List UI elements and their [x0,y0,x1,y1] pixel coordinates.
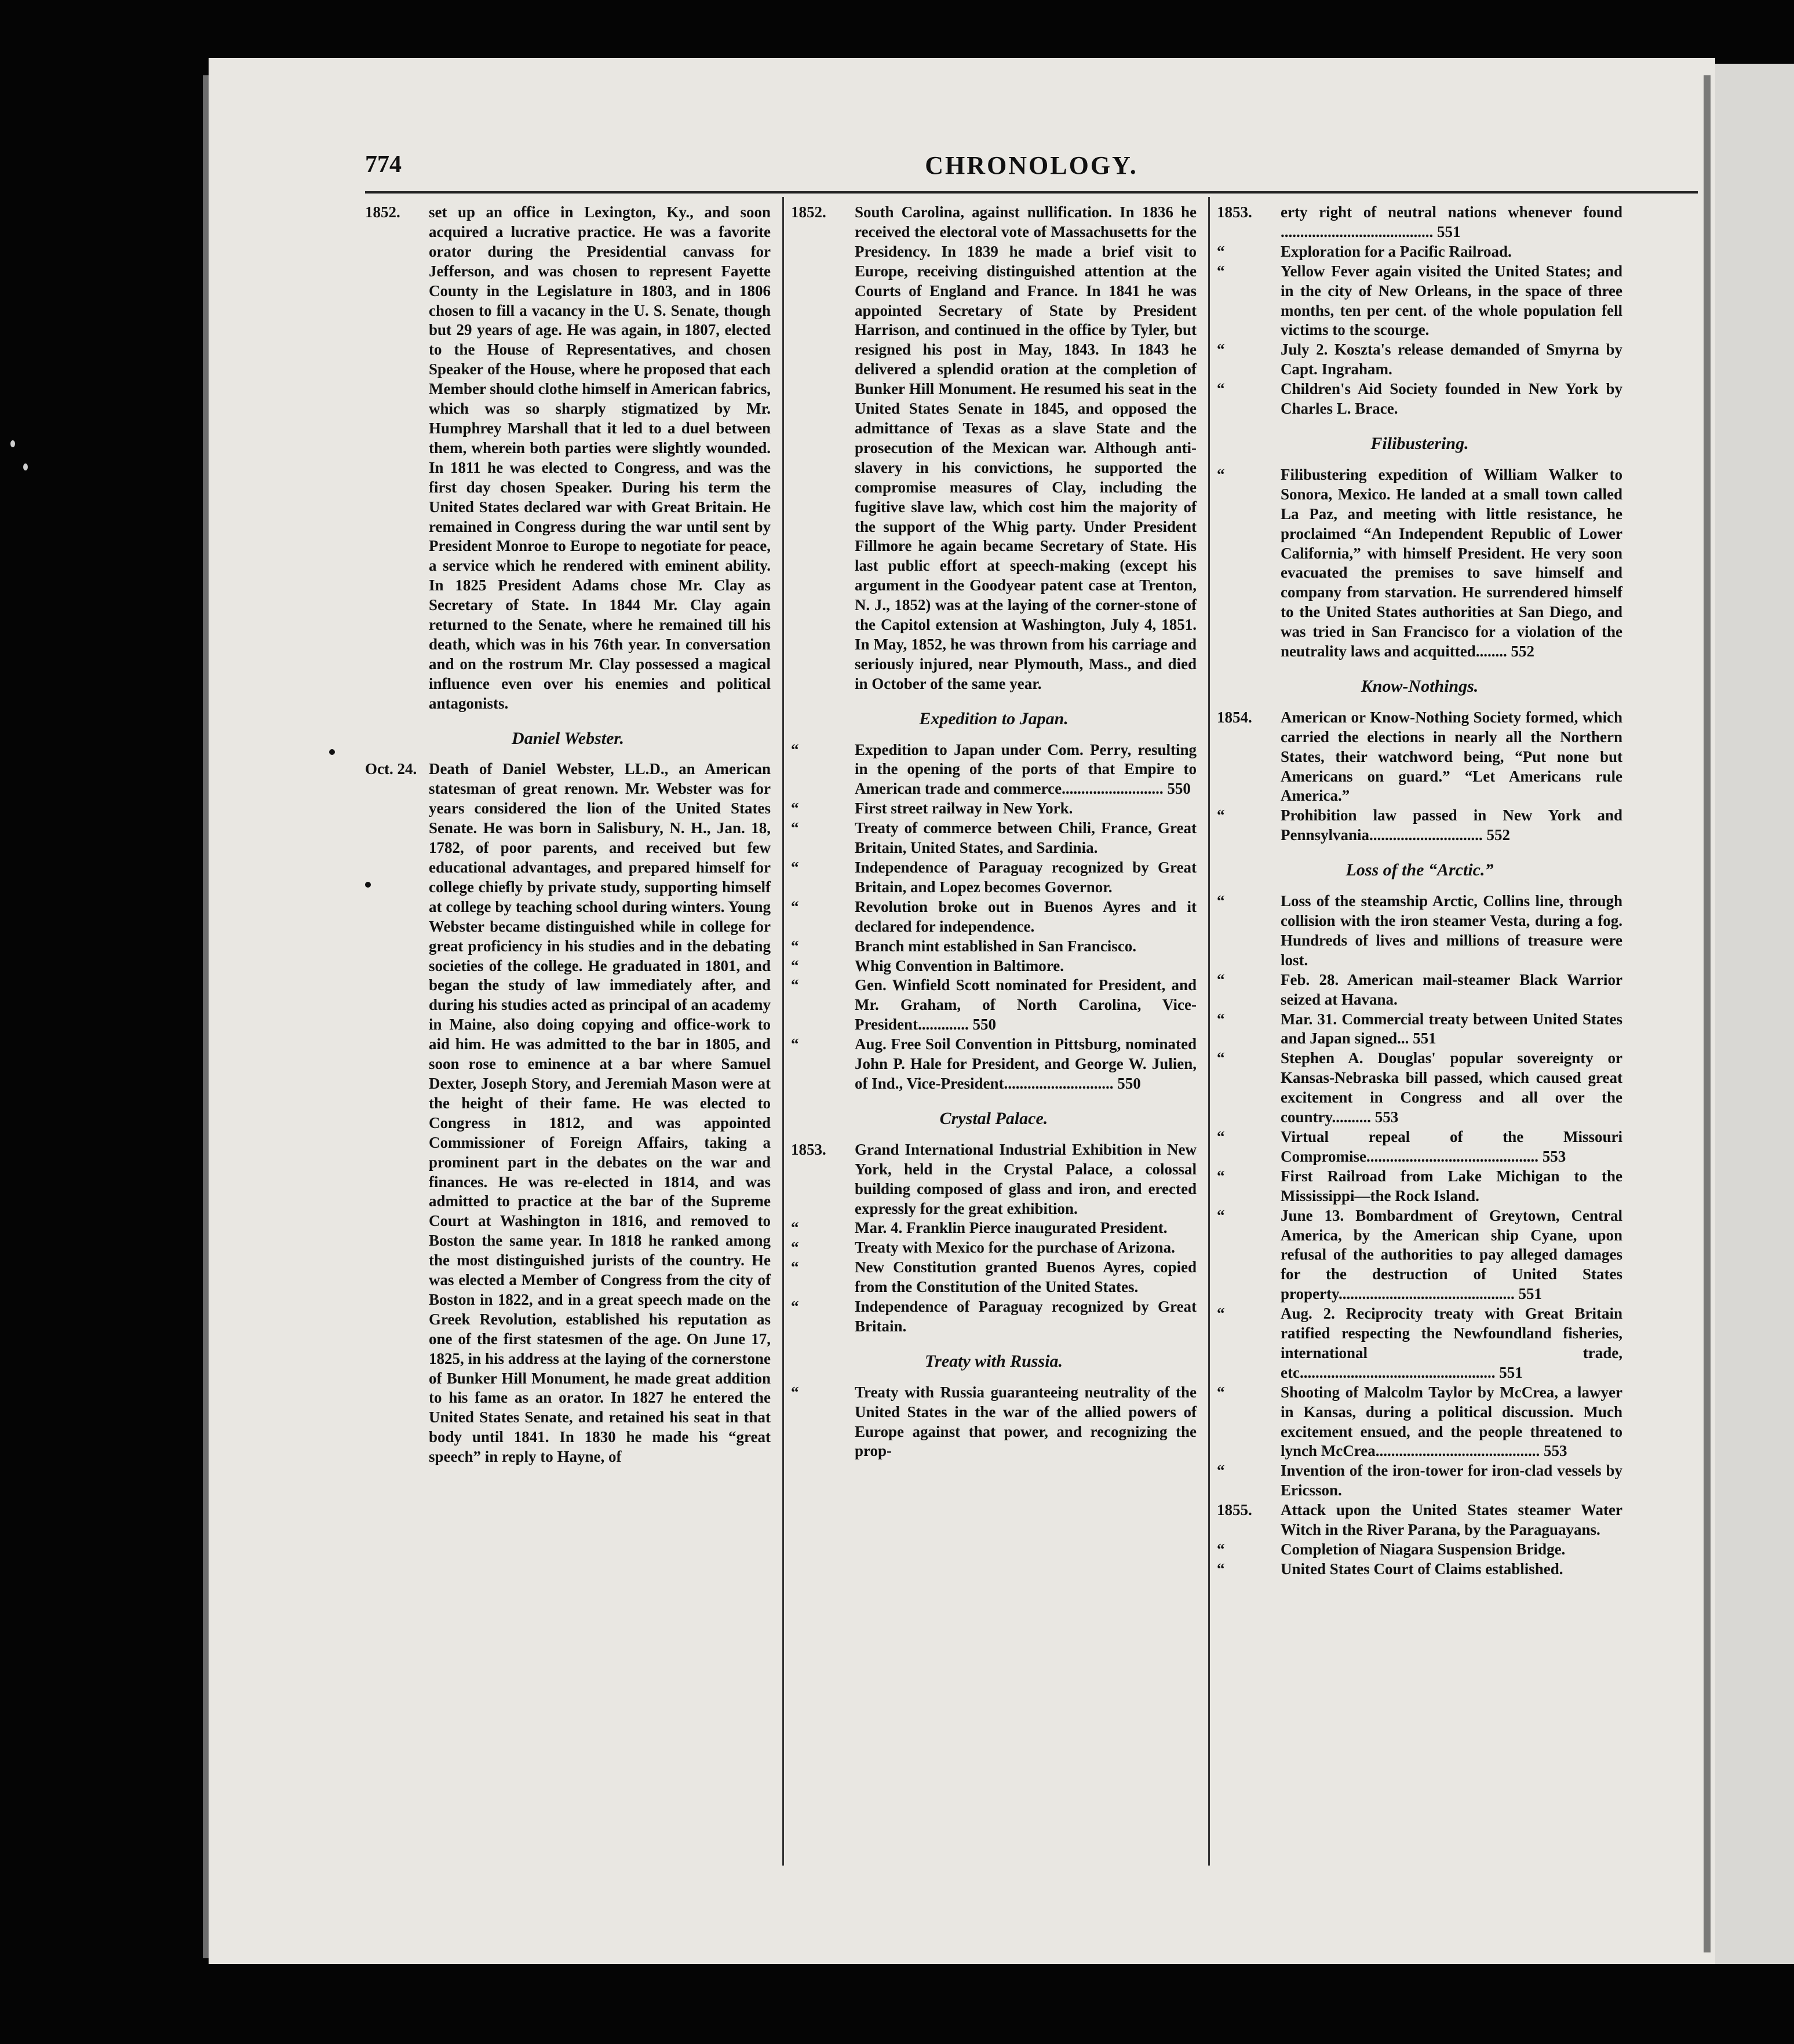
entry-text: Yellow Fever again visited the United States; and in the city of New Orleans, in the space of three months, ten per cent. of the whole population fell victims to the scourge. [1281,262,1622,339]
entry-text: United States Court of Claims established. [1281,1560,1563,1578]
entry-text: Children's Aid Society founded in New York by Charles L. Brace. [1281,380,1622,418]
header-rule [365,191,1698,194]
entry-date: “ [791,800,799,817]
entry-text: Whig Convention in Baltimore. [855,957,1064,974]
scan-speck [10,440,15,447]
facing-page [1715,64,1794,1964]
entry-text: Invention of the iron-tower for iron-clad vessels by Ericsson. [1281,1462,1622,1499]
entry-text: Revolution broke out in Buenos Ayres and it declared for independence. [855,897,1197,935]
list-item [1217,379,1622,419]
entry-date: “ [1217,1462,1225,1480]
entry-text: erty right of neutral nations whenever found ....................................... 551 [1281,203,1622,240]
entry-date: “ [791,976,799,994]
section-heading-japan: Expedition to Japan. [919,709,1069,728]
entry-date: “ [791,957,799,974]
entry-date: “ [1217,262,1225,280]
list-item [791,740,1197,800]
list-item [791,957,1197,976]
entry-webster-death [365,760,771,1467]
list-item [791,1238,1197,1258]
list-item [791,1218,1197,1238]
entry-date: “ [1217,1541,1225,1558]
list-item [1217,1540,1622,1560]
section-heading-webster: Daniel Webster. [512,728,624,748]
entry-text: Mar. 4. Franklin Pierce inaugurated President. [855,1219,1168,1237]
entry-date: “ [1217,1127,1225,1145]
section-heading-russia: Treaty with Russia. [924,1351,1063,1371]
entry-date: “ [1217,341,1225,359]
list-item [1217,1167,1622,1206]
entry-date: 1854. [1217,708,1252,726]
entry-text: Aug. 2. Reciprocity treaty with Great Britain ratified respecting the Newfoundland fisheries, international trade, etc.................................................. 551 [1281,1305,1622,1381]
entry-date: “ [1217,1167,1225,1185]
list-item [791,819,1197,858]
entry-text: Aug. Free Soil Convention in Pittsburg, nominated John P. Hale for President, and George W. Julien, of Ind., Vice-President............................ 550 [855,1035,1197,1092]
entry-text: Grand International Industrial Exhibition in New York, held in the Crystal Palace, a colossal building composed of glass and iron, and erected expressly for the great exhibition. [855,1140,1197,1217]
entry-date: “ [791,1383,799,1401]
entry-text: Attack upon the United States steamer Water Witch in the River Parana, by the Paraguayans. [1281,1501,1622,1539]
list-item [1217,1127,1622,1167]
entry-text: Prohibition law passed in New York and Pennsylvania............................. 552 [1281,806,1622,844]
entry-text: South Carolina, against nullification. In 1836 he received the electoral vote of Massachusetts for the Presidency. In 1839 he made a brief visit to Europe, receiving distinguished attention at the Courts of England and France. In 1841 he was appointed Secretary of State by President Harrison, and continued in the office by Tyler, but resigned his post in May, 1843. In 1843 he delivered a splendid oration at the completion of Bunker Hill Monument. He resumed his seat in the United States Senate in 1845, and opposed the admittance of Texas as a slave State and the prosecution of the Mexican war. Although anti-slavery in his convictions, he supported the compromise measures of Clay, including the fugitive slave law, which cost him the majority of the support of the Whig party. Under President Fillmore he again became Secretary of State. His last public effort at speech-making (except his argument in the Goodyear patent case at Trenton, N. J., 1852) was at the laying of the corner-stone of the Capitol extension at Washington, July 4, 1851. In May, 1852, he was thrown from his carriage and seriously injured, near Plymouth, Mass., and died in October of the same year. [855,203,1197,692]
column-divider [1208,197,1210,1866]
entry-date: “ [791,1219,799,1237]
entry-date: “ [1217,892,1225,910]
entry-list-1854-1855 [1217,892,1622,1579]
entry-date: “ [1217,1560,1225,1578]
list-item [1217,203,1622,242]
column-1 [365,203,771,1467]
entry-year: 1852. [791,203,826,221]
entry-text: Exploration for a Pacific Railroad. [1281,242,1512,260]
entry-list-1852 [791,740,1197,1094]
entry-text: Filibustering expedition of William Walker to Sonora, Mexico. He landed at a small town called La Paz, and meeting with little resistance, he proclaimed “An Independent Republic of Lower California,” with himself President. He very soon evacuated the premises to save himself and company from starvation. He surrendered himself to the United States authorities at San Diego, and was tried in San Francisco for a violation of the neutrality laws and acquitted........ 552 [1281,465,1622,660]
list-item [1217,340,1622,379]
list-item [1217,708,1622,806]
entry-text: Independence of Paraguay recognized by Great Britain, and Lopez becomes Governor. [855,859,1197,896]
entry-list-1853-continued [1217,203,1622,419]
section-heading-filibustering: Filibustering. [1370,433,1469,453]
entry-date: Oct. 24. [365,760,417,778]
list-item [791,976,1197,1035]
list-item [1217,1461,1622,1501]
page-content [209,58,1715,1964]
entry-date: “ [791,897,799,915]
entry-date: “ [1217,1010,1225,1028]
entry-text: Expedition to Japan under Com. Perry, resulting in the opening of the ports of that Empire to American trade and commerce.......................... 550 [855,740,1197,798]
entry-date: 1855. [1217,1501,1252,1519]
entry-date: “ [1217,1305,1225,1323]
entry-text: Shooting of Malcolm Taylor by McCrea, a lawyer in Kansas, during a political discussion. Much excitement ensued, and the people threatened to lynch McCrea.......................................... 553 [1281,1383,1622,1460]
list-item [1217,892,1622,970]
list-item [791,937,1197,957]
list-item [1217,806,1622,845]
entry-text: June 13. Bombardment of Greytown, Central America, by the American ship Cyane, upon refusal of the authorities to pay alleged damages for the destruction of United States property............................................. 551 [1281,1206,1622,1303]
entry-date: “ [791,819,799,837]
list-item [791,1140,1197,1219]
entry-date: “ [791,740,799,758]
section-heading-crystal-palace: Crystal Palace. [939,1108,1048,1128]
list-item [1217,970,1622,1010]
entry-year: 1852. [365,203,400,221]
entry-text: Stephen A. Douglas' popular sovereignty or Kansas-Nebraska bill passed, which caused great excitement in Congress and all over the country.......... 553 [1281,1049,1622,1126]
list-item [791,1383,1197,1462]
entry-date: “ [791,1298,799,1316]
entry-text: American or Know-Nothing Society formed, which carried the elections in nearly all the Northern States, their watchword being, “Put none but Americans on guard.” “Let Americans rule America.” [1281,708,1622,805]
list-item [1217,1383,1622,1462]
entry-date: “ [791,937,799,955]
column-3 [1217,203,1622,1579]
section-heading-arctic: Loss of the “Arctic.” [1346,860,1494,880]
entry-text: Treaty with Russia guaranteeing neutrality of the United States in the war of the allied powers of Europe against that power, and recognizing the prop- [855,1383,1197,1460]
list-item [791,1258,1197,1297]
entry-date: “ [791,1258,799,1276]
page-header [365,151,1698,185]
list-item [791,897,1197,937]
list-item [791,1035,1197,1094]
entry-text: Loss of the steamship Arctic, Collins line, through collision with the iron steamer Vesta, during a fog. Hundreds of lives and millions of treasure were lost. [1281,892,1622,969]
entry-text: Treaty with Mexico for the purchase of Arizona. [855,1239,1175,1257]
list-item [1217,1049,1622,1127]
entry-date: “ [1217,1383,1225,1401]
entry-text: set up an office in Lexington, Ky., and soon acquired a lucrative practice. He was a favorite orator during the Presidential canvass for Jefferson, and was chosen to represent Fayette County in the Legislature in 1803, and in 1806 chosen to fill a vacancy in the U. S. Senate, though but 29 years of age. He was again, in 1807, elected to the House of Representatives, and chosen Speaker of the House, where he proposed that each Member should clothe himself in American fabrics, which was so sharply stigmatized by Mr. Humphrey Marshall that it led to a duel between them, wherein both parties were slightly wounded. In 1811 he was elected to Congress, and was the first day chosen Speaker. During his term the United States declared war with Great Britain. He remained in Congress during the war until sent by President Monroe to Europe to negotiate for peace, a service which he rendered with eminent ability. In 1825 President Adams chose Mr. Clay as Secretary of State. In 1844 Mr. Clay again returned to the Senate, where he remained till his death, which was in his 76th year. In conversation and on the rostrum Mr. Clay possessed a magical influence even over his enemies and political antagonists. [429,203,771,712]
list-item [1217,262,1622,341]
entry-clay-bio [365,203,771,714]
entry-date: “ [1217,1206,1225,1224]
list-item [1217,1010,1622,1049]
entry-text: Death of Daniel Webster, LL.D., an American statesman of great renown. Mr. Webster was for years considered the lion of the United States Senate. He was born in Salisbury, N. H., Jan. 18, 1782, of poor parents, and received but few educational advantages, and prepared himself for college chiefly by private study, supporting himself at college by teaching school during winters. Young Webster became distinguished while in college for great proficiency in his studies and in the debating societies of the college. He graduated in 1801, and began the study of law immediately after, and during his studies acted as principal of an academy in Maine, also doing copying and office-work to aid him. He was admitted to the bar in 1805, and soon rose to eminence at a bar where Samuel Dexter, Joseph Story, and Jeremiah Mason were at the height of their fame. He was elected to Congress in 1812, and was appointed Commissioner of Foreign Affairs, taking a prominent part in the debates on the war and finances. He was re-elected in 1814, and was admitted to practice at the bar of the Supreme Court at Washington in 1816, and removed to Boston the same year. In 1818 he ranked among the most distinguished jurists of the country. He was elected a Member of Congress from the city of Boston in 1822, and in a great speech made on the Greek Revolution, established his reputation as one of the first statesmen of the age. On June 17, 1825, in his address at the laying of the cornerstone of Bunker Hill Monument, he made great addition to his fame as an orator. In 1827 he entered the United States Senate, and retained his seat in that body until 1841. In 1830 he made his “great speech” in reply to Hayne, of [429,760,771,1466]
entry-text: Gen. Winfield Scott nominated for President, and Mr. Graham, of North Carolina, Vice-President............. 550 [855,976,1197,1034]
entry-text: Branch mint established in San Francisco. [855,937,1137,955]
entry-date: 1853. [791,1140,826,1158]
list-item [791,799,1197,819]
list-item [1217,1206,1622,1305]
entry-date: “ [1217,970,1225,988]
list-item [1217,1304,1622,1383]
entry-text: Treaty of commerce between Chili, France, Great Britain, United States, and Sardinia. [855,819,1197,857]
running-title: CHRONOLOGY. [925,151,1138,180]
entry-date: “ [1217,1049,1225,1067]
list-item [791,1297,1197,1337]
entry-text: Virtual repeal of the Missouri Compromise............................................ 553 [1281,1127,1622,1165]
scan-speck [23,463,28,470]
entry-text: New Constitution granted Buenos Ayres, copied from the Constitution of the United States. [855,1258,1197,1296]
section-heading-know-nothings: Know-Nothings. [1361,676,1479,696]
entry-date: “ [1217,242,1225,260]
list-item [1217,242,1622,262]
entry-list-1854 [1217,708,1622,845]
entry-webster-continued [791,203,1197,694]
entry-text: First Railroad from Lake Michigan to the Mississippi—the Rock Island. [1281,1167,1622,1204]
list-item [1217,1501,1622,1540]
entry-date: “ [791,1035,799,1053]
list-item [1217,465,1622,662]
entry-date: “ [1217,380,1225,398]
entry-text: Independence of Paraguay recognized by Great Britain. [855,1298,1197,1335]
column-divider [782,197,784,1866]
entry-text: July 2. Koszta's release demanded of Smyrna by Capt. Ingraham. [1281,341,1622,378]
entry-text: Feb. 28. American mail-steamer Black Warrior seized at Havana. [1281,970,1622,1008]
entry-date: “ [1217,806,1225,824]
list-item [791,858,1197,897]
entry-date: “ [1217,465,1225,483]
entry-list-1853 [791,1140,1197,1337]
entry-text: First street railway in New York. [855,800,1073,817]
entry-text: Mar. 31. Commercial treaty between United States and Japan signed... 551 [1281,1010,1622,1047]
page-number: 774 [365,151,402,178]
entry-date: “ [791,1239,799,1257]
column-2 [791,203,1197,1461]
entry-date: 1853. [1217,203,1252,221]
entry-date: “ [791,859,799,876]
list-item [1217,1560,1622,1579]
entry-text: Completion of Niagara Suspension Bridge. [1281,1541,1566,1558]
